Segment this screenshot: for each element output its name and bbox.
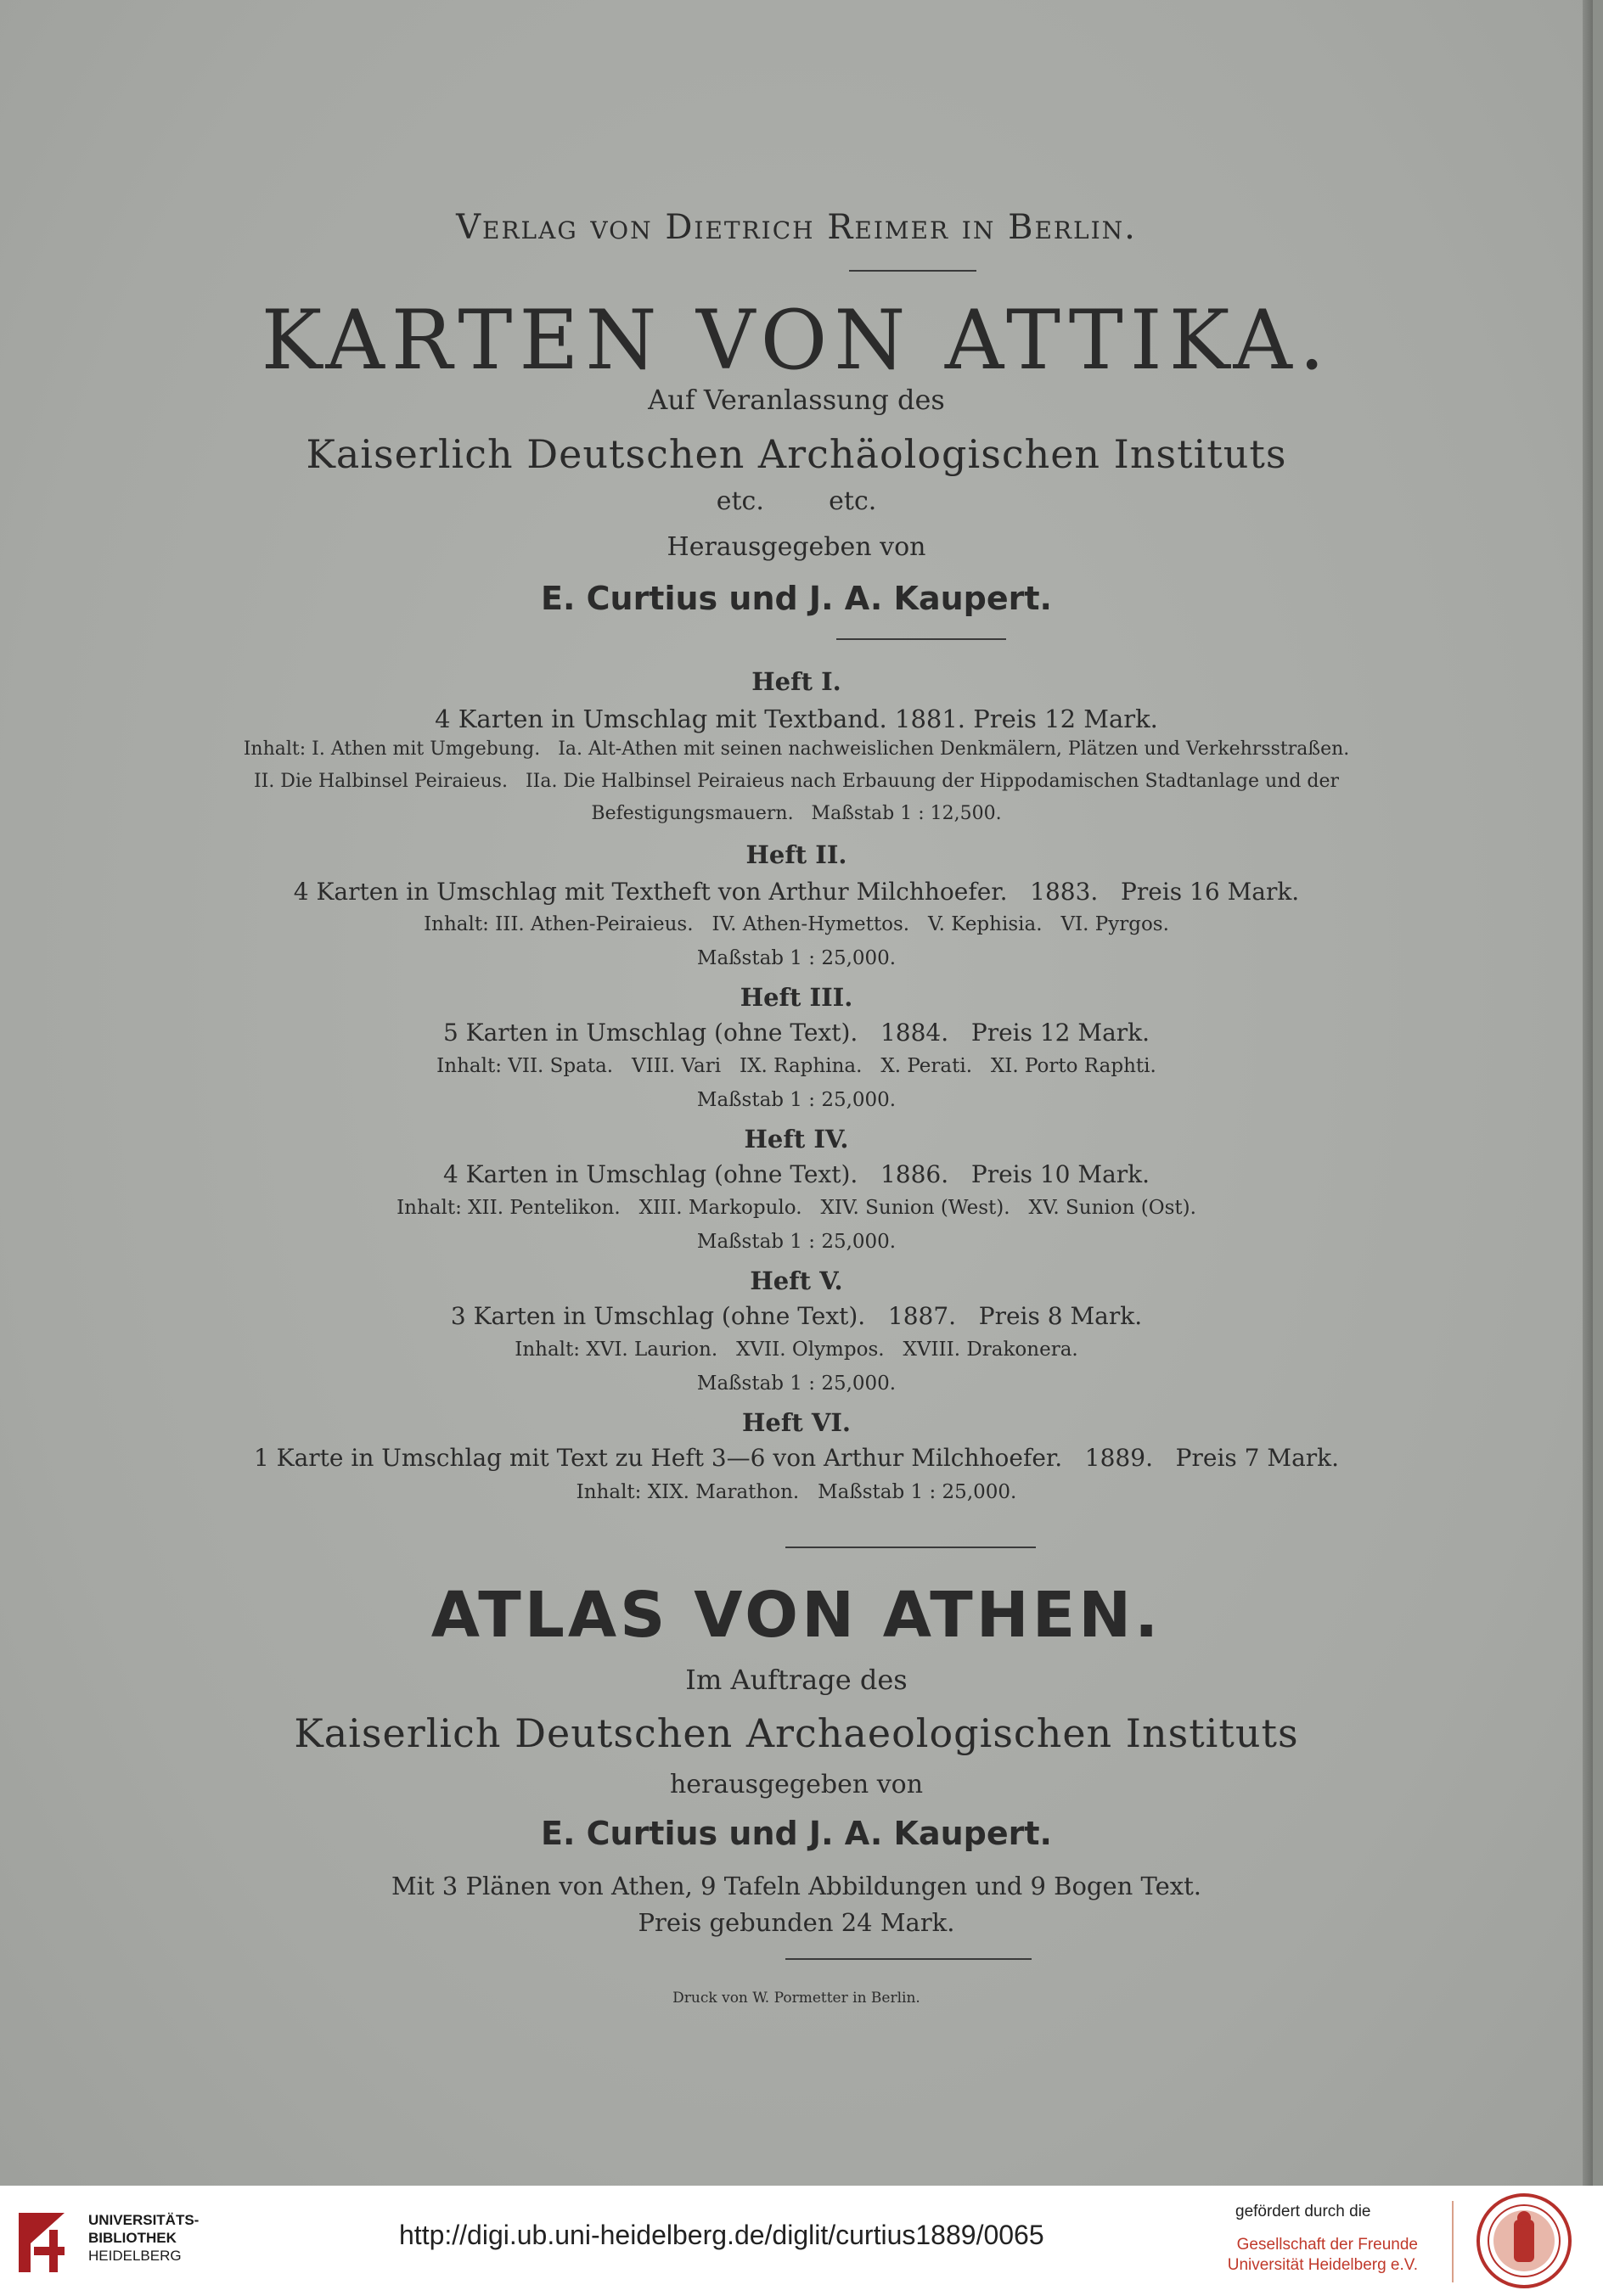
atlas-editors: E. Curtius und J. A. Kaupert. xyxy=(541,1815,1052,1852)
heft-title: Heft VI. xyxy=(742,1408,851,1437)
library-line: UNIVERSITÄTS- xyxy=(88,2212,200,2228)
heft-line: Inhalt: I. Athen mit Umgebung. Ia. Alt-Athen mit seinen nachweislichen Denkmälern, Plätzen und Verkehrsstraßen. xyxy=(243,738,1350,760)
atlas-institute: Kaiserlich Deutschen Archaeologischen Instituts xyxy=(294,1710,1299,1756)
atlas-title: ATLAS VON ATHEN. xyxy=(430,1579,1162,1652)
library-logo-icon xyxy=(15,2204,82,2282)
heft-line: 4 Karten in Umschlag (ohne Text). 1886. Preis 10 Mark. xyxy=(442,1160,1150,1188)
footer-divider xyxy=(1452,2201,1454,2282)
heft-line: 1 Karte in Umschlag mit Text zu Heft 3—6 von Arthur Milchhoefer. 1889. Preis 7 Mark. xyxy=(253,1444,1340,1472)
library-line: BIBLIOTHEK xyxy=(88,2230,177,2246)
footer-bar xyxy=(0,2186,1603,2296)
heft-line: 4 Karten in Umschlag mit Textheft von Arthur Milchhoefer. 1883. Preis 16 Mark. xyxy=(293,878,1300,906)
heft-line: Inhalt: III. Athen-Peiraieus. IV. Athen-Hymettos. V. Kephisia. VI. Pyrgos. xyxy=(424,913,1169,935)
karten-editors: E. Curtius und J. A. Kaupert. xyxy=(541,580,1052,617)
divider-rule xyxy=(836,638,1006,640)
permalink-url[interactable]: http://digi.ub.uni-heidelberg.de/diglit/curtius1889/0065 xyxy=(399,2220,1044,2250)
divider-rule xyxy=(785,1958,1032,1960)
heft-line: Befestigungsmauern. Maßstab 1 : 12,500. xyxy=(591,803,1002,824)
heft-line: Maßstab 1 : 25,000. xyxy=(696,1373,897,1395)
heft-line: Inhalt: XIX. Marathon. Maßstab 1 : 25,000. xyxy=(576,1481,1017,1503)
heft-title: Heft IV. xyxy=(744,1125,849,1154)
divider-rule xyxy=(785,1547,1036,1548)
library-line: HEIDELBERG xyxy=(88,2248,182,2264)
sponsor-line: Universität Heidelberg e.V. xyxy=(1227,2256,1418,2274)
heft-line: II. Die Halbinsel Peiraieus. IIa. Die Halbinsel Peiraieus nach Erbauung der Hippodamischen Stadtanlage und der xyxy=(253,771,1340,792)
library-name xyxy=(88,2211,199,2265)
karten-subtitle: Auf Veranlassung des xyxy=(648,384,945,416)
heft-line: Maßstab 1 : 25,000. xyxy=(696,1089,897,1111)
heft-title: Heft I. xyxy=(751,667,841,696)
page-edge xyxy=(1583,0,1593,2186)
heft-line: 3 Karten in Umschlag (ohne Text). 1887. Preis 8 Mark. xyxy=(450,1302,1143,1330)
printer-line: Druck von W. Pormetter in Berlin. xyxy=(672,1990,920,2007)
karten-edited-by: Herausgegeben von xyxy=(667,532,926,562)
karten-institute: Kaiserlich Deutschen Archäologischen Instituts xyxy=(306,431,1287,477)
sponsor-line: Gesellschaft der Freunde xyxy=(1236,2236,1418,2254)
university-seal-icon xyxy=(1476,2192,1572,2293)
divider-rule xyxy=(849,270,976,272)
atlas-contents: Mit 3 Plänen von Athen, 9 Tafeln Abbildungen und 9 Bogen Text. xyxy=(391,1872,1202,1900)
heft-line: Inhalt: XVI. Laurion. XVII. Olympos. XVIII. Drakonera. xyxy=(515,1339,1078,1361)
publisher-line: Verlag von Dietrich Reimer in Berlin. xyxy=(456,208,1137,247)
heft-line: 4 Karten in Umschlag mit Textband. 1881. Preis 12 Mark. xyxy=(435,705,1158,733)
sponsor-label: gefördert durch die xyxy=(1235,2203,1371,2220)
heft-line: Inhalt: VII. Spata. VIII. Vari IX. Raphina. X. Perati. XI. Porto Raphti. xyxy=(436,1055,1156,1077)
heft-line: Maßstab 1 : 25,000. xyxy=(696,1231,897,1253)
atlas-edited-by: herausgegeben von xyxy=(669,1770,924,1799)
karten-etc: etc. etc. xyxy=(716,486,877,516)
atlas-subtitle: Im Auftrage des xyxy=(685,1664,908,1696)
atlas-price: Preis gebunden 24 Mark. xyxy=(638,1908,955,1937)
heft-line: 5 Karten in Umschlag (ohne Text). 1884. Preis 12 Mark. xyxy=(442,1019,1150,1047)
heft-title: Heft III. xyxy=(740,983,853,1012)
heft-line: Maßstab 1 : 25,000. xyxy=(696,947,897,969)
heft-title: Heft V. xyxy=(750,1266,843,1295)
heft-title: Heft II. xyxy=(745,840,847,869)
sponsor-name xyxy=(1223,2235,1418,2276)
karten-title: KARTEN VON ATTIKA. xyxy=(261,293,1332,388)
heft-line: Inhalt: XII. Pentelikon. XIII. Markopulo. XIV. Sunion (West). XV. Sunion (Ost). xyxy=(397,1197,1196,1219)
